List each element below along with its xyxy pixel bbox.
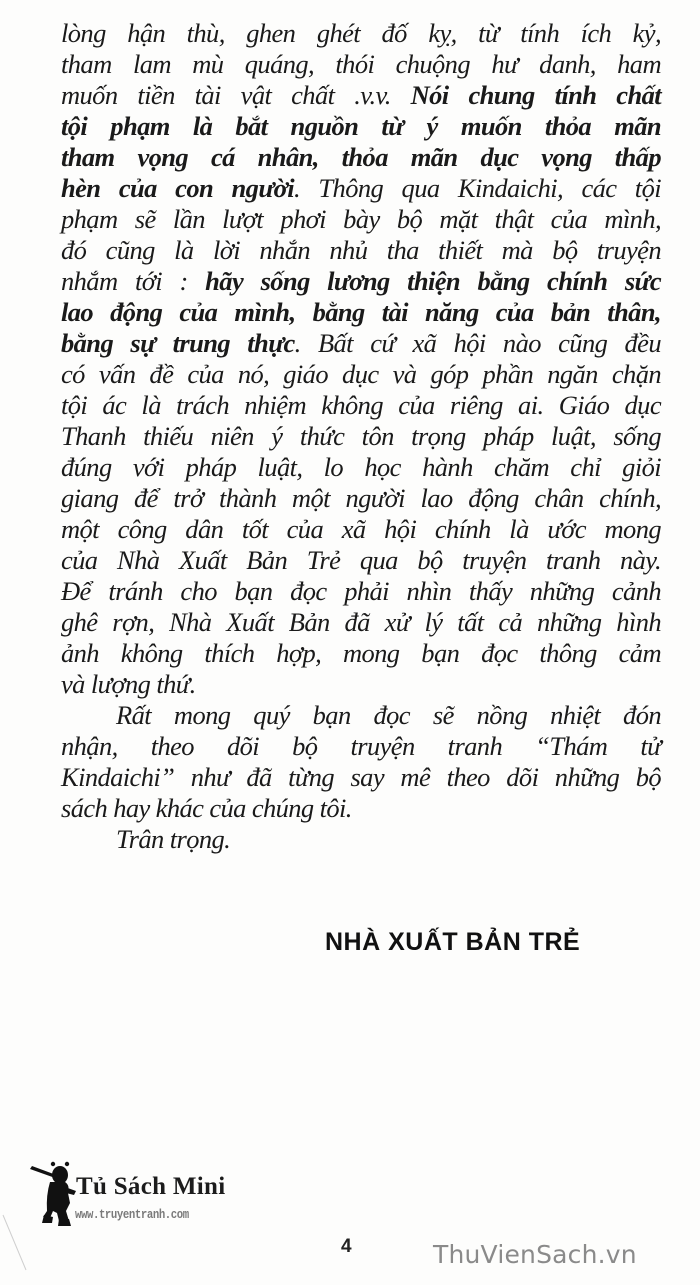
samurai-silhouette-icon [28, 1155, 80, 1235]
text-segment: đúng với pháp luật, lo học hành chăm chỉ giỏi [61, 452, 661, 482]
text-segment: . Thông qua Kindaichi, các tội [293, 173, 661, 203]
text-segment: nhắm tới : [61, 266, 206, 296]
text-line [61, 762, 661, 793]
text-segment: Kindaichi” như đã từng say mê theo dõi những bộ [61, 762, 661, 792]
text-line [61, 607, 661, 638]
bold-text-segment: Nói chung tính chất [410, 80, 661, 110]
text-segment: một công dân tốt của xã hội chính là ước mong [61, 514, 661, 544]
text-line [61, 80, 661, 111]
text-line [61, 824, 661, 855]
text-line [61, 421, 661, 452]
bold-text-segment: bằng sự trung thực [61, 328, 295, 358]
text-line [61, 700, 661, 731]
text-segment: tham lam mù quáng, thói chuộng hư danh, ham [61, 49, 661, 79]
text-line [61, 142, 661, 173]
text-segment: Thanh thiếu niên ý thức tôn trọng pháp luật, sống [61, 421, 661, 451]
bold-text-segment: lao động của mình, bằng tài năng của bản thân, [61, 297, 661, 327]
publisher-signature: NHÀ XUẤT BẢN TRẺ [325, 928, 581, 956]
text-segment: có vấn đề của nó, giáo dục và góp phần ngăn chặn [61, 359, 661, 389]
text-segment: Trân trọng. [116, 824, 231, 854]
text-segment: và lượng thứ. [61, 669, 196, 699]
text-line [61, 359, 661, 390]
text-segment: của Nhà Xuất Bản Trẻ qua bộ truyện tranh này. [61, 545, 661, 575]
text-line [61, 204, 661, 235]
text-segment: muốn tiền tài vật chất .v.v. [61, 80, 411, 110]
text-line [61, 638, 661, 669]
text-line [61, 266, 661, 297]
bold-text-segment: hãy sống lương thiện bằng chính sức [205, 266, 661, 296]
text-line [61, 297, 661, 328]
bold-text-segment: hèn của con người [61, 173, 294, 203]
text-line [61, 452, 661, 483]
text-segment: ảnh không thích hợp, mong bạn đọc thông cảm [61, 638, 661, 668]
text-line [61, 545, 661, 576]
text-line [61, 669, 661, 700]
logo-title: Tủ Sách Mini [76, 1173, 226, 1200]
text-segment: tội ác là trách nhiệm không của riêng ai. Giáo dục [61, 390, 661, 420]
page-crease-mark [0, 1210, 30, 1280]
watermark: ThuVienSach.vn [433, 1240, 637, 1269]
text-segment: nhận, theo dõi bộ truyện tranh “Thám tử [61, 731, 661, 761]
text-line [61, 235, 661, 266]
bold-text-segment: tội phạm là bắt nguồn từ ý muốn thỏa mãn [61, 111, 661, 141]
text-segment: phạm sẽ lần lượt phơi bày bộ mặt thật của mình, [61, 204, 661, 234]
text-line [61, 173, 661, 204]
text-line [61, 793, 661, 824]
bold-text-segment: tham vọng cá nhân, thỏa mãn dục vọng thấp [61, 142, 661, 172]
text-line [61, 390, 661, 421]
text-segment: . Bất cứ xã hội nào cũng đều [294, 328, 661, 358]
text-segment: đó cũng là lời nhắn nhủ tha thiết mà bộ truyện [61, 235, 661, 265]
text-line [61, 731, 661, 762]
text-line [61, 483, 661, 514]
text-segment: giang để trở thành một người lao động chân chính, [61, 483, 661, 513]
body-text [61, 18, 661, 855]
text-line [61, 111, 661, 142]
page-number: 4 [341, 1236, 352, 1257]
text-line [61, 576, 661, 607]
text-segment: Rất mong quý bạn đọc sẽ nồng nhiệt đón [116, 700, 661, 730]
text-segment: lòng hận thù, ghen ghét đố kỵ, từ tính ích kỷ, [61, 18, 661, 48]
text-line [61, 49, 661, 80]
text-line [61, 514, 661, 545]
text-line [61, 18, 661, 49]
tu-sach-mini-logo [28, 1155, 258, 1235]
text-segment: sách hay khác của chúng tôi. [61, 793, 352, 823]
text-line [61, 328, 661, 359]
text-segment: ghê rợn, Nhà Xuất Bản đã xử lý tất cả những hình [61, 607, 661, 637]
logo-url: www.truyentranh.com [75, 1207, 189, 1222]
text-segment: Để tránh cho bạn đọc phải nhìn thấy những cảnh [61, 576, 661, 606]
